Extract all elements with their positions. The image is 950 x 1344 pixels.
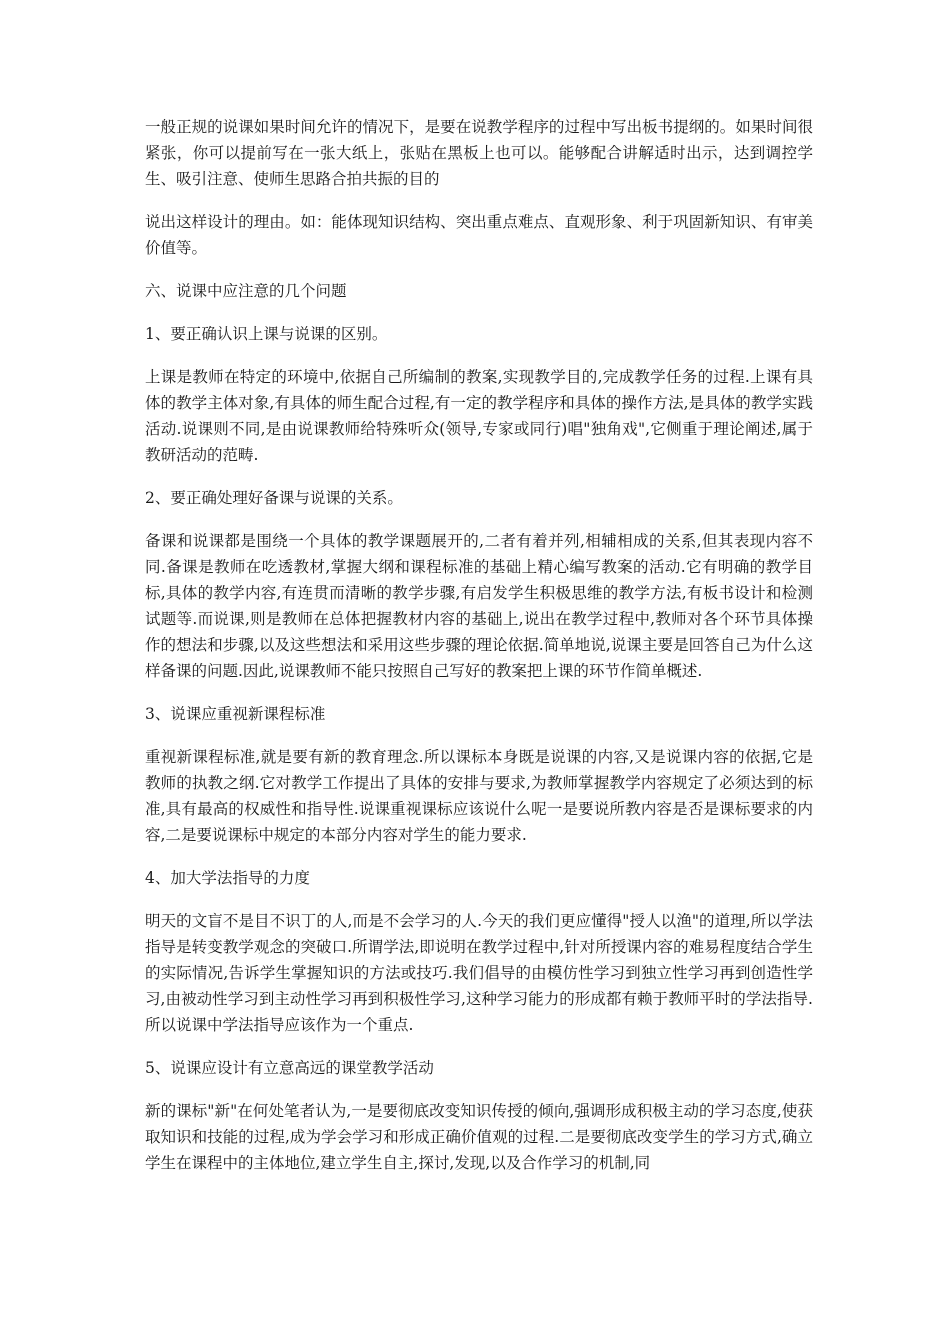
paragraph-design-reason: 说出这样设计的理由。如：能体现知识结构、突出重点难点、直观形象、利于巩固新知识、有审美价值等。 xyxy=(145,213,813,257)
paragraph-3: 重视新课程标准,就是要有新的教育理念.所以课标本身既是说课的内容,又是说课内容的依据,它是教师的执教之纲.它对教学工作提出了具体的安排与要求,为教师掌握教学内容规定了必须达到的标准,具有最高的权威性和指导性.说课重视课标应该说什么呢一是要说所教内容是否是课标要求的内容,二是要说课标中规定的本部分内容对学生的能力要求. xyxy=(145,748,813,844)
subheading-2: 2、要正确处理好备课与说课的关系。 xyxy=(145,489,403,507)
subheading-3: 3、说课应重视新课程标准 xyxy=(145,705,326,723)
document-body xyxy=(145,114,813,1176)
paragraph-1: 上课是教师在特定的环境中,依据自己所编制的教案,实现教学目的,完成教学任务的过程.上课有具体的教学主体对象,有具体的师生配合过程,有一定的教学程序和具体的操作方法,是具体的教学实践活动.说课则不同,是由说课教师给特殊听众(领导,专家或同行)唱"独角戏",它侧重于理论阐述,属于教研活动的范畴. xyxy=(145,368,813,464)
subheading-1: 1、要正确认识上课与说课的区别。 xyxy=(145,325,388,343)
paragraph-blackboard-outline: 一般正规的说课如果时间允许的情况下，是要在说教学程序的过程中写出板书提纲的。如果时间很紧张，你可以提前写在一张大纸上，张贴在黑板上也可以。能够配合讲解适时出示，达到调控学生、吸引注意、使师生思路合拍共振的目的 xyxy=(145,118,813,188)
subheading-5: 5、说课应设计有立意高远的课堂教学活动 xyxy=(145,1059,434,1077)
paragraph-4: 明天的文盲不是目不识丁的人,而是不会学习的人.今天的我们更应懂得"授人以渔"的道理,所以学法指导是转变教学观念的突破口.所谓学法,即说明在教学过程中,针对所授课内容的难易程度结合学生的实际情况,告诉学生掌握知识的方法或技巧.我们倡导的由模仿性学习到独立性学习再到创造性学习,由被动性学习到主动性学习再到积极性学习,这种学习能力的形成都有赖于教师平时的学法指导.所以说课中学法指导应该作为一个重点. xyxy=(145,912,813,1034)
section-heading-6: 六、说课中应注意的几个问题 xyxy=(145,282,347,300)
paragraph-2: 备课和说课都是围绕一个具体的教学课题展开的,二者有着并列,相辅相成的关系,但其表现内容不同.备课是教师在吃透教材,掌握大纲和课程标准的基础上精心编写教案的活动.它有明确的教学目标,具体的教学内容,有连贯而清晰的教学步骤,有启发学生积极思维的教学方法,有板书设计和检测试题等.而说课,则是教师在总体把握教材内容的基础上,说出在教学过程中,教师对各个环节具体操作的想法和步骤,以及这些想法和采用这些步骤的理论依据.简单地说,说课主要是回答自己为什么这样备课的问题.因此,说课教师不能只按照自己写好的教案把上课的环节作简单概述. xyxy=(145,532,813,680)
paragraph-5: 新的课标"新"在何处笔者认为,一是要彻底改变知识传授的倾向,强调形成积极主动的学习态度,使获取知识和技能的过程,成为学会学习和形成正确价值观的过程.二是要彻底改变学生的学习方式,确立学生在课程中的主体地位,建立学生自主,探讨,发现,以及合作学习的机制,同 xyxy=(145,1102,813,1172)
subheading-4: 4、加大学法指导的力度 xyxy=(145,869,310,887)
